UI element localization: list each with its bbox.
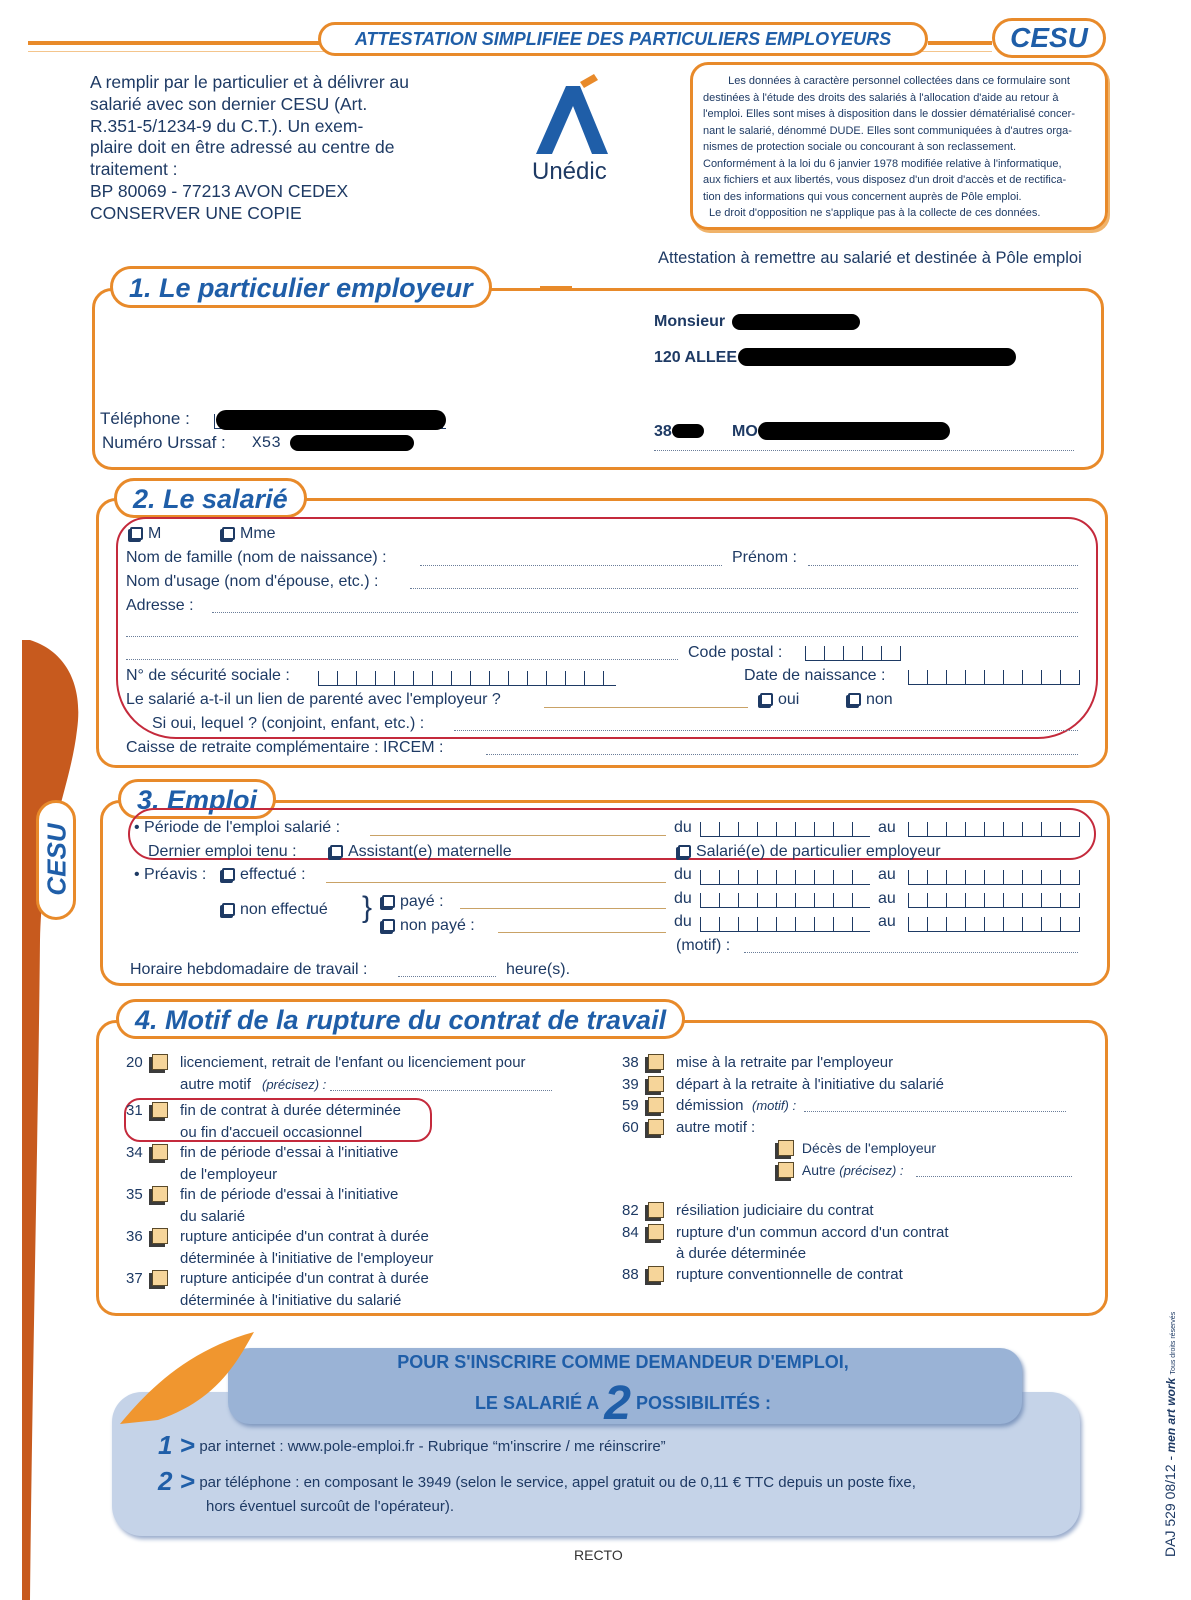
label-parente: Le salarié a-t-il un lien de parenté avec l'employeur ? — [126, 691, 501, 708]
motif-34: 34 fin de période d'essai à l'initiative de l'employeur — [126, 1144, 399, 1183]
option-effectue: effectué : — [222, 866, 306, 884]
checkbox-m[interactable] — [130, 527, 143, 540]
label-au-3: au — [878, 890, 896, 907]
field-adresse-3[interactable] — [126, 659, 678, 660]
urssaf-prefix: X53 — [252, 434, 281, 452]
field-non-paye[interactable] — [498, 932, 666, 933]
checkbox-effectue[interactable] — [222, 868, 235, 881]
field-adresse[interactable] — [212, 612, 1078, 613]
label-nom: Nom de famille (nom de naissance) : — [126, 549, 387, 566]
field-caisse[interactable] — [486, 754, 1078, 755]
field-naissance[interactable] — [908, 666, 1080, 685]
checkbox-salarie-pe[interactable] — [678, 845, 691, 858]
footer-option-2-cont: hors éventuel surcoût de l'opérateur). — [206, 1498, 455, 1515]
field-usage[interactable] — [410, 588, 1078, 589]
checkbox-autre[interactable] — [778, 1162, 794, 1178]
employer-city-prefix: MO — [732, 423, 758, 440]
cesu-badge: CESU — [992, 18, 1106, 58]
motif-59: 59 démission (motif) : — [622, 1097, 797, 1114]
section2-title: 2. Le salarié — [114, 478, 307, 518]
motif-20: 20 licenciement, retrait de l'enfant ou licenciement pour autre motif (précisez) : — [126, 1054, 526, 1093]
motif-31: 31 fin de contrat à durée déterminée ou fin d'accueil occasionnel — [126, 1102, 401, 1141]
motif-60: 60 autre motif : — [622, 1119, 756, 1136]
checkbox-motif-37[interactable] — [152, 1270, 168, 1286]
motif-82: 82 résiliation judiciaire du contrat — [622, 1202, 874, 1219]
checkbox-assistant[interactable] — [330, 845, 343, 858]
phone-label: Téléphone : — [100, 409, 190, 428]
option-oui: oui — [760, 691, 799, 709]
label-dernier: Dernier emploi tenu : — [148, 843, 297, 860]
label-du-3: du — [674, 890, 692, 907]
field-adresse-2[interactable] — [126, 636, 1078, 637]
checkbox-motif-60[interactable] — [648, 1119, 664, 1135]
checkbox-motif-84[interactable] — [648, 1224, 664, 1240]
label-lequel: Si oui, lequel ? (conjoint, enfant, etc.) : — [152, 715, 425, 732]
label-motif: (motif) : — [676, 937, 731, 954]
field-paye[interactable] — [460, 908, 666, 909]
redacted-urssaf — [290, 435, 414, 451]
motif-88: 88 rupture conventionnelle de contrat — [622, 1266, 903, 1283]
employer-address-prefix: 120 ALLEE — [654, 349, 737, 366]
motif-35: 35 fin de période d'essai à l'initiative du salarié — [126, 1186, 399, 1225]
redacted-name — [732, 314, 860, 330]
field-paye-au[interactable] — [908, 889, 1080, 908]
checkbox-oui[interactable] — [760, 693, 773, 706]
urssaf-label: Numéro Urssaf : — [102, 433, 226, 452]
field-effectue-au[interactable] — [908, 866, 1080, 885]
redacted-address — [738, 348, 1016, 366]
checkbox-motif-35[interactable] — [152, 1186, 168, 1202]
field-parente[interactable] — [544, 707, 748, 708]
footer-big-2: 2 — [604, 1377, 631, 1430]
footer-line2: LE SALARIÉ A 2 POSSIBILITÉS : — [474, 1377, 772, 1430]
unedic-logo — [528, 72, 618, 187]
footer-line1: POUR S'INSCRIRE COMME DEMANDEUR D'EMPLOI, — [397, 1352, 849, 1372]
option-non-effectue: non effectué — [222, 901, 328, 919]
label-caisse: Caisse de retraite complémentaire : IRCEM : — [126, 739, 444, 756]
field-secu[interactable] — [318, 667, 616, 686]
checkbox-motif-39[interactable] — [648, 1076, 664, 1092]
field-motif[interactable] — [744, 952, 1078, 953]
checkbox-motif-82[interactable] — [648, 1202, 664, 1218]
label-du-2: du — [674, 866, 692, 883]
label-horaire: Horaire hebdomadaire de travail : — [130, 961, 368, 978]
label-du-4: du — [674, 913, 692, 930]
title-mme: Mme — [222, 525, 276, 543]
label-periode: • Période de l'emploi salarié : — [134, 819, 341, 836]
checkbox-motif-20[interactable] — [152, 1054, 168, 1070]
field-non-paye-du[interactable] — [700, 913, 870, 932]
label-heures: heure(s). — [506, 961, 571, 978]
section1-title: 1. Le particulier employeur — [110, 266, 492, 308]
motif-39: 39 départ à la retraite à l'initiative du salarié — [622, 1076, 945, 1093]
checkbox-motif-31[interactable] — [152, 1102, 168, 1118]
checkbox-deces[interactable] — [778, 1140, 794, 1156]
motif-84: 84 rupture d'un commun accord d'un contrat à durée déterminée — [622, 1224, 949, 1262]
attestation-note: Attestation à remettre au salarié et destinée à Pôle emploi — [658, 249, 1082, 267]
section1-employer — [92, 288, 1104, 470]
motif-60-deces: Décès de l'employeur — [778, 1138, 936, 1159]
label-au-2: au — [878, 866, 896, 883]
label-preavis: • Préavis : — [134, 866, 207, 883]
label-prenom: Prénom : — [732, 549, 797, 566]
redacted-phone — [216, 410, 446, 430]
privacy-notice: Les données à caractère personnel collectées dans ce formulaire sont destinées à l'étude des droits des salariés à l'allocation d'aide au retour à l'emploi. Elles sont mises à disposition dans le dossier dématérialisé concer- nant le salarié, dénommé DUDE. Elles sont communiquées à d'autres orga- nismes de protection sociale ou concourant à son reclassement. Conformément à la loi du 6 janvier 1978 modifiée relative à l'informatique, aux fichiers et aux libertés, vous disposez d'un droit d'accès et de rectifica- tion des informations qui vous concernent auprès de Pôle emploi. Le droit d'opposition ne s'applique pas à la collecte de ces données. — [690, 62, 1108, 230]
employer-postcode-prefix: 38 — [654, 423, 672, 440]
label-au-4: au — [878, 913, 896, 930]
field-motif-20[interactable] — [330, 1090, 552, 1091]
redacted-city — [758, 422, 950, 440]
employer-name-prefix: Monsieur — [654, 313, 726, 330]
recto-label: RECTO — [574, 1547, 623, 1563]
label-usage: Nom d'usage (nom d'épouse, etc.) : — [126, 573, 379, 590]
unedic-logo-mark-icon — [528, 72, 618, 162]
label-adresse: Adresse : — [126, 597, 194, 614]
checkbox-mme[interactable] — [222, 527, 235, 540]
unedic-logo-text: Unédic — [532, 158, 607, 185]
label-naissance: Date de naissance : — [744, 667, 886, 684]
field-effectue[interactable] — [326, 882, 666, 883]
form-title: ATTESTATION SIMPLIFIEE DES PARTICULIERS EMPLOYEURS — [318, 22, 928, 56]
instructions: A remplir par le particulier et à délivrer au salarié avec son dernier CESU (Art. R.351-5/1234-9 du C.T.). Un exem- plaire doit en être adressé au centre de traitement : BP 80069 - 77213 AVON CEDEX CONSERVER UNE COPIE — [90, 72, 410, 223]
footer-option-1: 1 > par internet : www.pole-emploi.fr - Rubrique “m'inscrire / me réinscrire” — [158, 1430, 666, 1460]
field-cp[interactable] — [805, 642, 901, 661]
field-paye-du[interactable] — [700, 889, 870, 908]
side-swoosh-icon — [22, 640, 92, 1600]
checkbox-non-effectue[interactable] — [222, 903, 235, 916]
field-motif-59[interactable] — [804, 1111, 1066, 1112]
document-reference: DAJ 529 08/12 - men art work Tous droits réservés — [1162, 1311, 1178, 1557]
checkbox-non-paye[interactable] — [382, 919, 395, 932]
motif-37: 37 rupture anticipée d'un contrat à durée déterminée à l'initiative du salarié — [126, 1270, 429, 1309]
field-periode-au[interactable] — [908, 818, 1080, 837]
title-m: M — [130, 525, 161, 543]
label-au-1: au — [878, 819, 896, 836]
field-prenom[interactable] — [808, 565, 1078, 566]
field-autre[interactable] — [916, 1176, 1072, 1177]
section4-title: 4. Motif de la rupture du contrat de travail — [116, 999, 685, 1039]
label-du-1: du — [674, 819, 692, 836]
checkbox-paye[interactable] — [382, 895, 395, 908]
motif-36: 36 rupture anticipée d'un contrat à durée déterminée à l'initiative de l'employeur — [126, 1228, 434, 1267]
field-horaire[interactable] — [398, 976, 496, 977]
field-periode[interactable] — [370, 835, 666, 836]
motif-60-autre: Autre (précisez) : — [778, 1160, 904, 1181]
side-cesu-badge: CESU — [36, 800, 76, 920]
checkbox-motif-36[interactable] — [152, 1228, 168, 1244]
checkbox-motif-34[interactable] — [152, 1144, 168, 1160]
redacted-postcode — [672, 424, 704, 438]
option-salarie-pe: Salarié(e) de particulier employeur — [678, 843, 941, 861]
option-non: non — [848, 691, 893, 709]
checkbox-motif-38[interactable] — [648, 1054, 664, 1070]
option-assistant: Assistant(e) maternelle — [330, 843, 512, 861]
field-non-paye-au[interactable] — [908, 913, 1080, 932]
checkbox-motif-59[interactable] — [648, 1097, 664, 1113]
option-paye: payé : — [382, 893, 444, 911]
field-periode-du[interactable] — [700, 818, 870, 837]
option-non-paye: non payé : — [382, 917, 475, 935]
checkbox-motif-88[interactable] — [648, 1266, 664, 1282]
field-effectue-du[interactable] — [700, 866, 870, 885]
motif-38: 38 mise à la retraite par l'employeur — [622, 1054, 894, 1071]
label-cp: Code postal : — [688, 644, 783, 661]
footer-option-2: 2 > par téléphone : en composant le 3949 (selon le service, appel gratuit ou de 0,11 € TTC depuis un poste fixe, — [158, 1466, 916, 1496]
checkbox-non[interactable] — [848, 693, 861, 706]
section3-title: 3. Emploi — [118, 779, 276, 819]
brace: } — [362, 891, 373, 924]
label-secu: N° de sécurité sociale : — [126, 667, 290, 684]
field-nom[interactable] — [420, 565, 722, 566]
field-lequel[interactable] — [454, 730, 1078, 731]
